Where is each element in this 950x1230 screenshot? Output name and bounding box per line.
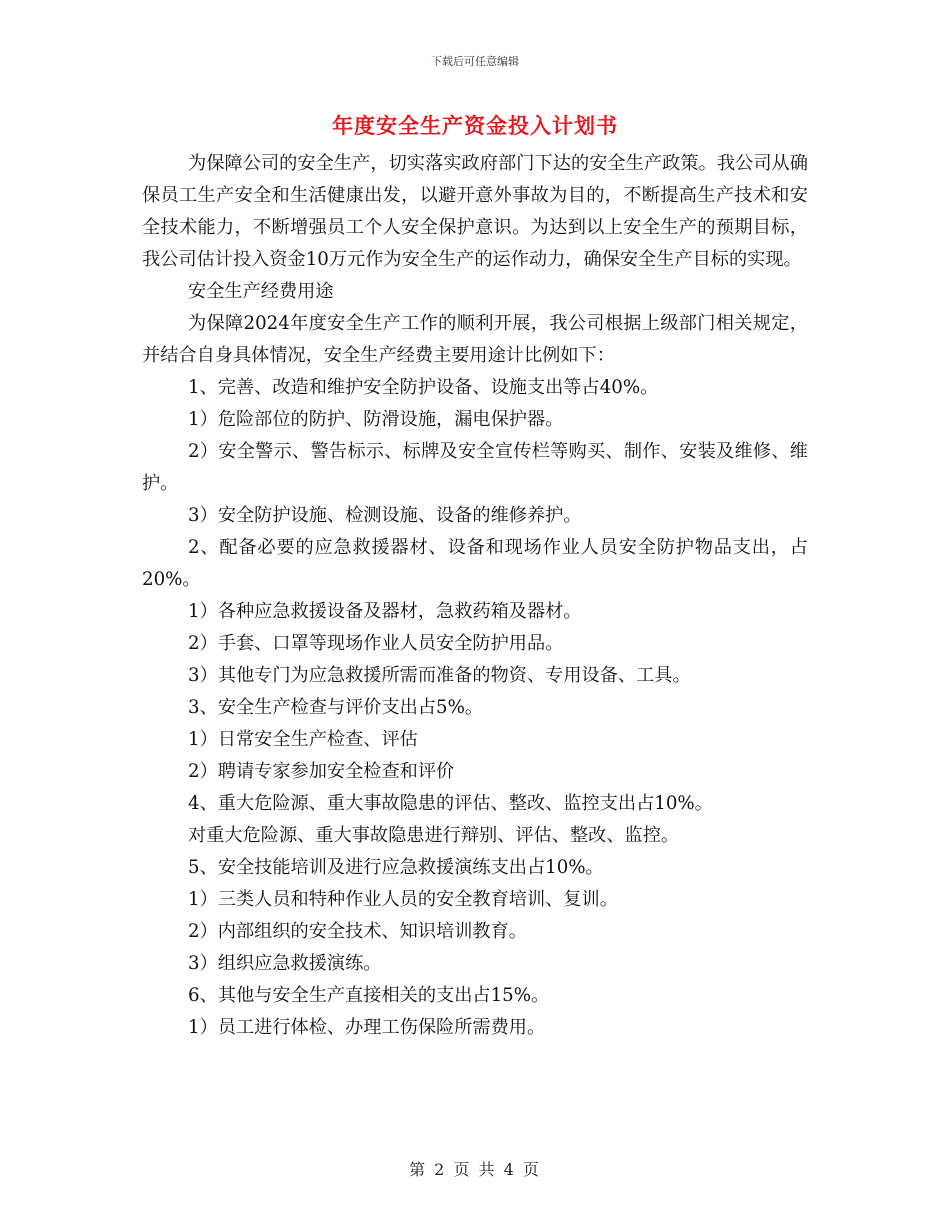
list-item: 1）各种应急救援设备及器材，急救药箱及器材。	[188, 601, 582, 622]
intro-paragraph: 为保障公司的安全生产，切实落实政府部门下达的安全生产政策。我公司从确保员工生产安全和生活健康出发，以避开意外事故为目的，不断提高生产技术和安全技术能力，不断增强员工个人安全保护意识。为达到以上安全生产的预期目标，我公司估计投入资金10万元作为安全生产的运作动力，确保安全生产目标的实现。	[142, 153, 808, 270]
list-item: 3、安全生产检查与评价支出占5%。	[188, 697, 484, 718]
list-item: 3）安全防护设施、检测设施、设备的维修养护。	[188, 505, 582, 526]
list-item: 1）三类人员和特种作业人员的安全教育培训、复训。	[188, 889, 618, 910]
list-item: 1、完善、改造和维护安全防护设备、设施支出等占40%。	[188, 377, 659, 398]
document-title: 年度安全生产资金投入计划书	[332, 113, 618, 138]
list-item: 对重大危险源、重大事故隐患进行辩别、评估、整改、监控。	[188, 825, 680, 846]
purpose-paragraph: 为保障2024年度安全生产工作的顺利开展，我公司根据上级部门相关规定，并结合自身具体情况，安全生产经费主要用途计比例如下：	[142, 313, 808, 366]
list-item: 6、其他与安全生产直接相关的支出占15%。	[188, 985, 550, 1006]
list-item: 1）危险部位的防护、防滑设施，漏电保护器。	[188, 409, 564, 430]
list-item: 2）聘请专家参加安全检查和评价	[188, 761, 455, 782]
list-item: 3）组织应急救援演练。	[188, 953, 382, 974]
list-item: 4、重大危险源、重大事故隐患的评估、整改、监控支出占10%。	[188, 793, 713, 814]
list-item: 2）手套、口罩等现场作业人员安全防护用品。	[188, 633, 564, 654]
page-header: 下载后可任意编辑	[431, 55, 519, 68]
list-item: 2）内部组织的安全技术、知识培训教育。	[188, 921, 527, 942]
section-heading: 安全生产经费用途	[188, 281, 334, 302]
document-body	[142, 148, 808, 1044]
list-item: 2、配备必要的应急救援器材、设备和现场作业人员安全防护物品支出，占20%。	[142, 537, 808, 590]
list-item: 2）安全警示、警告标示、标牌及安全宣传栏等购买、制作、安装及维修、维护。	[142, 441, 808, 494]
list-item: 1）日常安全生产检查、评估	[188, 729, 418, 750]
list-item: 3）其他专门为应急救援所需而准备的物资、专用设备、工具。	[188, 665, 691, 686]
list-item: 1）员工进行体检、办理工伤保险所需费用。	[188, 1017, 546, 1038]
page-footer: 第 2 页 共 4 页	[409, 1160, 541, 1179]
list-item: 5、安全技能培训及进行应急救援演练支出占10%。	[188, 857, 604, 878]
